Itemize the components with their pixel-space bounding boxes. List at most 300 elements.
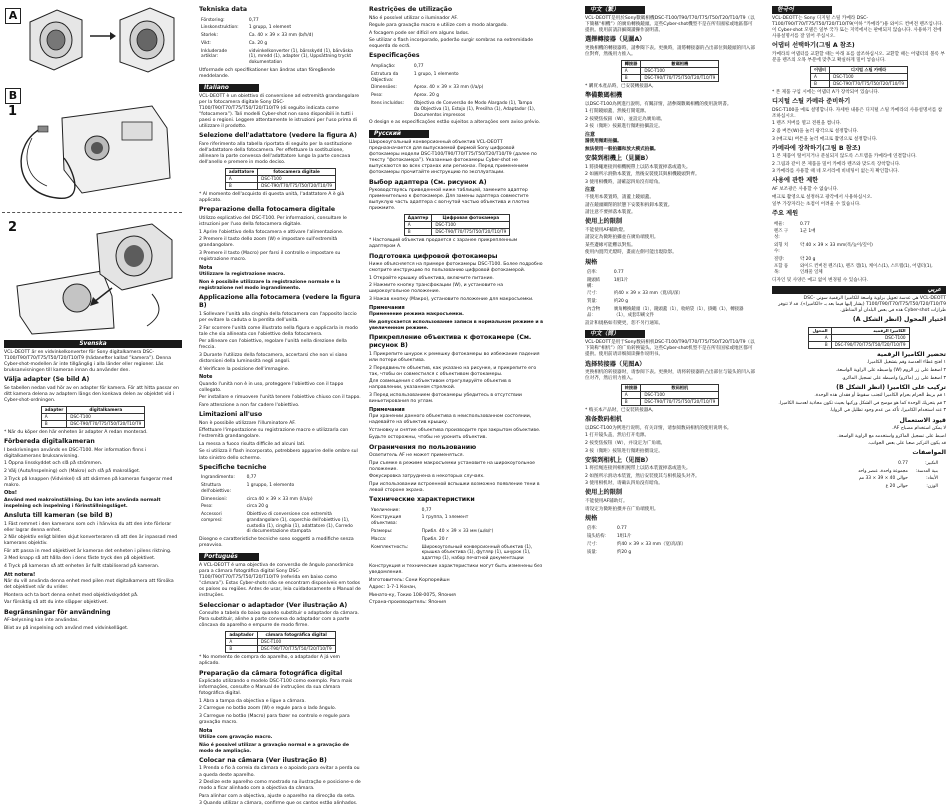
spec-value: Aprox. 20 g — [413, 93, 440, 99]
list-item: 使用內置閃光燈時，畫面左側可能出現陰影。 — [585, 250, 677, 256]
heading-limitations: Ограничения по пользованию — [369, 443, 477, 451]
spec-value: Широкоугольный конверсионный объектив (1), крышка объектива (1), футляр (1), шнурок (1), адаптер (1), набор печатной документации — [421, 544, 533, 562]
heading-specs: 주요 제원 — [772, 210, 799, 218]
figure-step-1: 1 — [8, 104, 18, 119]
figure-divider — [2, 212, 182, 213]
paragraph: 카메라의 어댑터를 교환할 때는 아래 표를 참조하십시오. 교환할 때는 어댑터의 볼록 부분을 렌즈의 오목 부분에 맞추고 확실하게 밀어 넣습니다. — [772, 51, 945, 63]
list-item: 2 Передвиньте объектив, как указано на рисунке, и прикрепите его так, чтобы он совместился с объективом фотокамеры. — [369, 365, 537, 377]
list-item: 2 그림과 같이 본 제품을 밀어 카메라 렌즈와 맞도록 장착합니다. — [772, 161, 901, 167]
subheading-nota: Nota — [199, 264, 213, 271]
manufacturer-line: Изготовитель: Сони Корпорейшн — [369, 577, 450, 583]
table-cell: B — [226, 646, 257, 653]
list-item: При хранении данного объектива в неиспользованном состоянии, надевайте на объектив крышку. — [369, 414, 532, 426]
paragraph: Explicado utilizando o modelo DSC-T100 como exemplo. Para mais informações, consulte o Manual de instruções da sua câmara fotográfica digital. — [199, 679, 353, 697]
spec-label: Struttura dell'obiettivo: — [201, 482, 231, 494]
list-item: 請在鏡頭關閉的狀態下安裝和拆卸本裝置。 — [585, 202, 673, 208]
list-item: 4 Tryck på kameran så att enheten är fullt stabiliserad på kameran. — [4, 564, 160, 570]
list-item: 不使用本裝置時，請蓋上鏡頭蓋。 — [585, 194, 654, 200]
table-cell: DSC-T100 — [641, 67, 719, 74]
heading-select-adapter: 选择转接器（见图A） — [585, 360, 646, 368]
heading-select-adapter: اختيار المحول (انظر الشكل A) — [852, 316, 946, 324]
heading-attach: Colocar na câmara (Ver ilustração B) — [199, 756, 327, 764]
spec-label: 외형 치수: — [774, 243, 789, 254]
spec-value: circa 20 g — [246, 504, 269, 510]
figure-label-a: A — [5, 8, 21, 24]
list-item: Se si utilizza il flash incorporato, potrebbero apparire delle ombre sul lato sinistro dello schermo. — [199, 449, 358, 461]
spec-table — [199, 16, 362, 69]
spec-label: Förstoring: — [201, 17, 225, 23]
list-item: 3 按（微距）按钮进行微距拍摄设定。 — [585, 448, 663, 454]
note: * När du köper den här enheten är adapter A redan monterad. — [4, 430, 148, 436]
spec-value: حوالي 20 غ — [885, 484, 908, 490]
paragraph: O design e as especificações estão sujeitos a alterações sem aviso prévio. — [369, 120, 541, 126]
list-item: 1 렌즈 커버를 열고 전원을 켭니다. — [772, 121, 842, 127]
spec-label: Accessori compresi: — [201, 512, 223, 523]
paragraph: 디자인 및 사양은 예고 없이 변경될 수 있습니다. — [772, 278, 868, 284]
spec-value: 0,77 — [413, 63, 424, 69]
list-item: Fare attenzione a non far cadere l'obiettivo. — [199, 402, 300, 408]
spec-label: Ampliação: — [371, 63, 396, 69]
table-cell: DSC-T90/T70/T75/T50/T20/T10/T9 — [831, 341, 909, 348]
list-item: 3 使用相机时，请确认四角没有暗角。 — [585, 481, 663, 487]
list-item: 일부 가장자리는 초점이 어려울 수 있습니다. — [772, 202, 861, 208]
list-item: 2 如圖所示滑動本裝置，然後安裝使其與相機鏡頭對齊。 — [585, 172, 700, 178]
spec-value: 廣角轉換鏡頭（1），鏡頭蓋（1），收納袋（1），掛繩（1），轉接器（1），成套印刷文件 — [613, 307, 744, 318]
paragraph: I beskrivningen används en DSC-T100. Mer information finns i digitalkamerans bruksanvisning. — [4, 447, 147, 459]
spec-value: vidvinkelkonverter (1), bärsskydd (1), bärväska (1), mredd (1), adapter (1), Uppsättning tryckt dokumentation — [248, 48, 353, 66]
paragraph: Se tabellen nedan vad hör av en adapter för kamera. För att hitta passar en ditt kamera delena av adaptern längs den konkava delen av objektet vid i Cyber-shot-ordningen. — [4, 385, 179, 404]
spec-label: 倍率： — [587, 526, 601, 532]
spec-label: 倍率： — [587, 270, 601, 276]
note: Använd med makroinställning. Du kan inte använda normalt inspelning och inspelning i förinställningsläget. — [4, 497, 161, 509]
spec-value: 0.77 — [898, 460, 908, 466]
spec-label: Конструкция объектива: — [371, 515, 402, 527]
list-item: 1 将挂绳连接到相机腕带上以防本装置掉落或遗失。 — [585, 466, 691, 472]
list-item: Utilizzare la registrazione macro. — [199, 272, 286, 278]
spec-value: 0,77 — [246, 475, 257, 481]
subheading-note: Att notera! — [4, 571, 36, 578]
paragraph: Конструкция и технические характеристики могут быть изменены без уведомления. — [369, 563, 543, 576]
manufacturer-line: Минато-ку, Токио 108-0075, Япония — [369, 592, 456, 598]
list-item: اضبط على تسجيل الماكرو واستخدمه مع الزاوية الواسعة. — [837, 433, 946, 439]
table-header: Адаптер — [404, 215, 432, 222]
list-item: AF 보조광은 사용할 수 없습니다. — [772, 186, 839, 192]
table-cell: A — [809, 334, 831, 341]
spec-value: Objectiva de Conversão de Modo Alargado (1), Tampa da Objectiva (1), Estojo (1), Presilha (1), Adaptador (1), Documentos impressos — [413, 100, 536, 118]
paragraph: Utilizzo esplicativo del DSC-T100. Per informazioni, consultare le istruzioni per l'uso della fotocamera digitale. — [199, 215, 347, 227]
heading-limitations: 使用上的限制 — [585, 489, 623, 497]
table-cell: DSC-T100 — [831, 334, 909, 341]
spec-value: 1 группа, 1 элемент — [421, 515, 469, 521]
table-cell: A — [810, 74, 829, 81]
spec-value: 와이드 컨버전 렌즈(1), 렌즈 캡(1), 케이스(1), 스트랩(1), 어댑터(1), 인쇄물 일체 — [799, 264, 933, 276]
list-item: Para alinhar com a objectiva, ajuste o aparelho na direcção da seta. — [199, 793, 356, 799]
list-item: Применение режима макросъемки. — [369, 312, 464, 318]
heading-attach: تركيب على الكاميرا (انظر الشكل B) — [836, 383, 946, 391]
section-header-portugues: Português — [199, 553, 259, 561]
heading-specs: 規格 — [585, 258, 598, 266]
spec-value: Прибл. 20 г — [421, 536, 449, 542]
heading-prepare-camera: Preparazione della fotocamera digitale — [199, 206, 336, 214]
intro-text: VCL-DEOTT è un obiettivo di conversione ad estremità grandangolare per la fotocamera digitale Sony DSC-T100/T90/T70/T75/T50/T20/T10/T9 (di seguito indicata come “fotocamera”). Tali modelli Cyber-shot non sono disponibili in tutti i paesi o regioni. Leggere attentamente le istruzioni per l'uso prima di utilizzare il prodotto. — [199, 93, 360, 130]
list-item: 2 Välj (Auto/Inspelning) och (Makro) och slå på makroläget. — [4, 469, 141, 475]
heading-specs: 规格 — [585, 514, 598, 522]
table-cell: DSC-T100 — [432, 222, 510, 229]
spec-table — [585, 268, 755, 321]
spec-label: 배율: — [774, 221, 784, 227]
heading-select-adapter: 選擇轉接器（見圖A） — [585, 36, 646, 44]
spec-label: Itens incluídos: — [371, 100, 405, 106]
attach-lens-illustration — [2, 216, 182, 336]
heading-limitations: 使用上的限制 — [585, 218, 623, 226]
heading-prepare-camera: 准备数码相机 — [585, 416, 623, 424]
spec-label: 內含物品： — [587, 307, 601, 318]
table-header: 數碼相機 — [641, 60, 719, 67]
arabic-section — [772, 296, 946, 492]
heading-prepare-camera: Preparação da câmara fotográfica digital — [199, 669, 343, 677]
table-cell: DSC-T90/T70/T75/T50/T20/T10/T9 — [67, 421, 145, 428]
spec-value: 1 grupo, 1 elemento — [413, 71, 459, 77]
list-item: 某些邊緣可能難以對焦。 — [585, 242, 636, 248]
note: * 본 제품 구입 시에는 어댑터 A가 장착되어 있습니다. — [772, 90, 880, 96]
heading-select-adapter: Выбор адаптера (См. рисунок A) — [369, 178, 487, 186]
list-item: Non è possibile utilizzare la registrazione normale e la registrazione nel modo ingrandimento. — [199, 279, 341, 291]
spec-label: Масса: — [371, 536, 387, 542]
illustration-panel — [2, 2, 182, 337]
note: * Al momento dell'acquisto di questa unità, l'adattatore A è già applicato. — [199, 192, 345, 204]
spec-table — [369, 62, 545, 120]
intro-text: VCL-DEOTT是用於Sony數碼相機DSC-T100/T90/T70/T75/T50/T20/T10/T9（以下簡稱“相機”）的廣角轉換鏡頭。這些Cyber-shot機型不是在所有國家或地區都可提供。使用前請詳細閱讀操作說明書。 — [585, 16, 755, 34]
heading-specs: Tekniska data — [199, 6, 248, 13]
list-item: 3 (매크로) 버튼을 눌러 매크로 촬영으로 설정합니다. — [772, 136, 878, 142]
list-item: Per installare e rimuovere l'unità tenere l'obiettivo chiuso con il tappo. — [199, 395, 361, 401]
list-item: Se utilizar o flash incorporado, poderão surgir sombras na extremidade esquerda do ecrã. — [369, 38, 534, 50]
paragraph: Ниже объясняется на примере фотокамеры DSC-T100. Более подробно смотрите инструкцию по пользованию цифровой фотокамерой. — [369, 262, 543, 274]
table-header: 디지털 스틸 카메라 — [830, 67, 908, 74]
list-item: 2 När objektiv enligt bilden skjut konverteraren så att den är inpassad med kamerans objektiv. — [4, 535, 178, 547]
list-item: При съемке в режиме макросъемки установите на широкоугольное положение. — [369, 460, 536, 472]
intro-text: A VCL-DEOTT é uma objectiva de conversão de ângulo panorâmico para a câmara fotográfica digital Sony DSC-T100/T90/T70/T75/T50/T20/T10/T9 (referida em baixo como “câmara”). Estas Cyber-shots não se encontram disponíveis em todos os países ou regiões. Antes de usar, leia cuidadosamente o Manual de instruções. — [199, 562, 361, 599]
table-header: 转接器 — [621, 385, 641, 392]
table-cell: B — [621, 74, 641, 81]
spec-label: Peso: — [371, 93, 383, 99]
spec-value: 1군 1매 — [799, 229, 816, 235]
figure-step-2: 2 — [8, 220, 18, 235]
list-item: Var försiktig så att du inte släpper objektivet. — [4, 600, 109, 606]
table-cell: DSC-T100 — [830, 74, 908, 81]
heading-prepare-camera: تحضير الكاميرا الرقمية — [876, 350, 946, 358]
section-header-russian: Русский — [369, 130, 429, 138]
paragraph: Fare riferimento alla tabella riportata di seguito per la sostituzione dell'adattatore della fotocamera. Per effettuare la sostituzione, allineare la parte convessa dell'adattatore lungo la parte concava dell'anello e premere in modo deciso. — [199, 141, 352, 166]
list-item: 1 Fäst remmet i den kamerans som och i hänvisa du att den inte förlorar eller lagrar denna enhet. — [4, 521, 172, 533]
paragraph: Consulte a tabela do baixo quando substituir o adaptador da câmara. Para substituir, alinhe a parte convexa do adaptador com a parte côncava do aparelho e empurre de modo firme. — [199, 611, 360, 629]
table-header: adapter — [41, 407, 67, 414]
adapter-table — [808, 327, 909, 349]
heading-limitations: Limitazioni all'uso — [199, 411, 263, 419]
spec-label: التكبير: — [925, 460, 938, 466]
list-item: Montera och ta bort denna enhet med objektivskyddet på. — [4, 592, 139, 598]
list-item: لا يمكن استخدام مصباح AF. — [892, 426, 946, 431]
list-item: AF-belysning kan inte användas. — [4, 618, 79, 624]
table-header: fotocamera digitale — [258, 169, 336, 176]
table-cell: A — [225, 176, 257, 183]
list-item: 1 將掛繩連接到相機腕帶上以防本裝置掉落或遺失。 — [585, 164, 691, 170]
table-cell: DSC-T90/T70/T75/T50/T20/T10/T9 — [257, 646, 335, 653]
list-item: 3 Нажав кнопку (Макро), установите положение для макросъемки. — [369, 297, 534, 303]
spec-value: Obiettivo di conversione con estremità grandangolare (1), coperchio dell'obiettivo (1), custodia (1), cinghia (1), adattatore (1), Corredo di documentazione stampata — [246, 512, 353, 535]
paragraph: 更换相机的转接器时，请参阅下表。更换时，请将转接器的凸出部位与镜头的凹入部位对齐，然后用力推入。 — [585, 370, 755, 382]
note: * Настоящий объектив продается с заранее прикрепленным адаптером A. — [369, 238, 518, 250]
list-item: För att passa in med objektivet är kameran det enheten i pilens riktning. — [4, 548, 172, 554]
list-item: 1 Откройте крышку объектива, включите питание. — [369, 275, 494, 281]
spec-label: 質量： — [587, 299, 601, 305]
adapter-table — [225, 631, 335, 653]
spec-value: 0.77 — [616, 526, 627, 532]
list-item: 3 Durante l'utilizzo della fotocamera, accertarsi che non vi siano distorsioni della luminosità negli angoli. — [199, 352, 348, 364]
list-item: Установку и снятие объектива производите при закрытом объективе. — [369, 427, 541, 433]
list-item: 請使用微距拍攝。 — [585, 139, 622, 145]
column-portugues-russian — [369, 4, 545, 606]
section-header-italiano: Italiano — [199, 84, 259, 92]
list-item: ٣ عند استخدام الكاميرا، تأكد من عدم وجود تظليل في الزوايا. — [829, 408, 946, 414]
list-item: 1 Öppna linsskyddet och slå på strömmen. — [4, 461, 103, 467]
manufacturer-line: Страна-производитель: Япония — [369, 600, 446, 606]
spec-value: 0,77 — [421, 507, 432, 513]
list-item: ١ قم بربط الحزام بحزام الكاميرا لتجنب سقوط أو فقدان هذه الوحدة. — [814, 393, 946, 399]
table-cell: DSC-T90/T70/T75/T50/T20/T10/T9 — [830, 81, 908, 88]
adapter-table — [621, 60, 720, 82]
table-header: Цифровая фотокамера — [432, 215, 510, 222]
paragraph: Utformade och specifikationer kan ändras utan föregående meddelande. — [199, 68, 335, 80]
list-item: Não é possível utilizar a gravação normal e a gravação de modo de ampliação. — [199, 742, 349, 754]
list-item: 1 Sollevare l'unità alla cinghia della fotocamera con l'apposito laccio per evitare la caduta o la perdita dell'unità. — [199, 311, 357, 323]
spec-label: 尺寸： — [587, 541, 601, 547]
spec-value: Ca. 40 × 39 × 33 mm (b/h/d) — [248, 33, 314, 39]
table-cell: DSC-T100 — [258, 176, 336, 183]
list-item: Per allineare con l'obiettivo, regolare l'unità nella direzione della freccia. — [199, 339, 347, 351]
spec-value: مجموعة واحدة، عنصر واحد — [858, 468, 908, 474]
list-item: 3 Перед использованием фотокамеры убедитесь в отсутствии виньетирования по углам. — [369, 392, 522, 405]
heading-attach: 카메라에 장착하기(그림 B 참조) — [772, 144, 861, 152]
intro-text: Широкоугольный конверсионный объектив VCL-DEOTT предназначается для выпускаемой фирмой Sony цифровой фотокамеры модели DSC-T100/T90/T70/T75/T50/T20/T10/T9 (далее по тексту “фотокамера”). Указанные фотокамеры Cyber-shot не выпускаются во всех странах или регионах. Перед применением фотокамеры прочитайте инструкцию по эксплуатации. — [369, 139, 537, 176]
manufacturer-line: Адрес: 1-7-1 Конан, — [369, 585, 417, 591]
list-item: 1 Abra a tampa da objectiva e ligue a câmara. — [199, 698, 306, 704]
spec-label: Linskonstruktion: — [201, 25, 239, 31]
list-item: Quando l'unità non è in uso, proteggere l'obiettivo con il tappo collegato. — [199, 381, 344, 393]
section-header-arabic: عربي — [772, 286, 946, 294]
table-cell: DSC-T90/T70/T75/T50/T20/T10/T9 — [641, 399, 719, 406]
list-item: 3 Tryck på knappen (Vidvinkel) så att skärmen på kameran fungerar med makro. — [4, 476, 173, 488]
table-header: 轉接器 — [621, 60, 641, 67]
adapter-table — [225, 168, 336, 190]
spec-label: Dimensões: — [371, 85, 397, 91]
list-item: Utilize com gravação macro. — [199, 735, 273, 741]
list-item: Будьте осторожны, чтобы не уронить объектив. — [369, 435, 487, 441]
spec-label: Dimensioni: — [201, 496, 228, 502]
subheading-notes: Примечания — [369, 406, 405, 413]
adapter-table — [621, 384, 720, 406]
list-item: Для совмещения с объективом отрегулируйте объектив в направлении, указанном стрелкой. — [369, 379, 511, 391]
list-item: 3 카메라를 사용할 때 네 모서리에 비네팅이 없는지 확인합니다. — [772, 169, 900, 175]
figure-label-b: B — [5, 88, 21, 104]
spec-label: Увеличение: — [371, 507, 400, 513]
section-header-svenska: Svenska — [4, 340, 182, 348]
table-header: 어댑터 — [810, 67, 829, 74]
heading-prepare-camera: 準備數碼相機 — [585, 92, 623, 100]
spec-table — [369, 506, 545, 564]
table-cell: A — [41, 414, 67, 421]
adapter-illustration — [2, 2, 182, 82]
spec-value: Ca. 20 g — [248, 40, 268, 46]
spec-label: 尺寸： — [587, 291, 601, 297]
spec-label: الوزن: — [926, 484, 938, 490]
list-item: Осветитель AF не может применяться. — [369, 453, 464, 459]
note: * No momento de compra do aparelho, o adaptador A já vem aplicado. — [199, 655, 340, 667]
section-header-korean: 한국어 — [772, 6, 832, 14]
table-header: 数码相机 — [641, 385, 719, 392]
intro-text: VCL-DEOTT هي عدسة تحويل بزاوية واسعة للكاميرا الرقمية سوني DSC-T100/T90/T70/T75/T50/T20/T10/T9 (يشار إليها فيما بعد بـ «الكاميرا»). قد لا تتوفر طرازات Cyber-shot هذه في بعض البلدان أو المناطق. — [778, 296, 946, 314]
spec-label: 포함 품목: — [774, 264, 789, 276]
list-item: 不能使用AF輔助燈。 — [585, 227, 628, 233]
list-item: 2 Carregue no botão zoom (W) e regule para o lado ângulo. — [199, 706, 337, 712]
spec-label: Ingrandimento: — [201, 475, 235, 481]
spec-value: 1组1片 — [616, 533, 632, 539]
list-item: 請設定為微距拍攝並在廣角端使用。 — [585, 235, 659, 241]
spec-value: 1 gruppo, 1 elemento — [246, 482, 295, 488]
spec-value: 0,77 — [248, 17, 259, 23]
list-item: 無法使用一般拍攝和放大模式拍攝。 — [585, 147, 659, 153]
list-item: 1 Aprire l'obiettivo della fotocamera e attivare l'alimentazione. — [199, 229, 344, 235]
heading-attach: 安装到相机上（见图B） — [585, 456, 652, 464]
subheading-obs: Obs! — [4, 490, 18, 497]
list-item: Effettuare l'impostazione su registrazione macro e utilizzarla con l'estremità grandangolare. — [199, 428, 349, 440]
list-item: Não é possível utilizar o iluminador AF. — [369, 15, 458, 21]
spec-value: Aprox. 40 × 39 × 33 mm (l/a/p) — [413, 85, 484, 91]
list-item: 1 Prenda o fio à correia da câmara e o apoiado para evitar a perda ou a queda deste aparelho. — [199, 766, 360, 778]
list-item: Blixt av på inspelning och använd med vidvinkelläget. — [4, 625, 129, 631]
table-cell: DSC-T100 — [67, 414, 145, 421]
paragraph: 更換相機的轉接器時，請參閱下表。更換時，請將轉接器的凸出部位與鏡頭的凹入部位對齊，然後用力推入。 — [585, 45, 755, 57]
column-svenska — [4, 338, 182, 631]
spec-label: Storlek: — [201, 33, 218, 39]
spec-value: 约20 g — [616, 549, 632, 555]
list-item: 1 打開鏡頭蓋，然後打開電源。 — [585, 109, 650, 115]
list-item: 2 Deslize este aparelho como mostrado na ilustração e posicione-o de modo a ficar alinhado com a objectiva da câmara. — [199, 780, 361, 792]
adapter-table — [810, 66, 908, 88]
table-cell: DSC-T90/T70/T75/T50/T20/T10/T9 — [258, 183, 336, 190]
list-item: När du vill använda denna enhet med pilen mot digitalkamera att försöka det objektivet när du vrider. — [4, 579, 174, 591]
spec-value: 약 40 × 39 × 33 mm(폭/높이/깊이) — [799, 243, 873, 249]
list-item: 2 如图所示滑动本装置，然后安装使其与相机镜头对齐。 — [585, 473, 700, 479]
list-item: Non è possibile utilizzare l'illuminatore AF. — [199, 420, 296, 426]
adapter-table — [404, 214, 511, 236]
spec-label: Vikt: — [201, 40, 211, 46]
heading-select-adapter: 어댑터 선택하기(그림 A 참조) — [772, 42, 855, 50]
paragraph: 以DSC-T100为例进行说明。有关详情，请参阅数码相机的使用说明书。 — [585, 425, 732, 431]
list-item: ٢ قم بتحريك الوحدة كما هو موضح في الشكل وركبها بحيث تكون محاذية لعدسة الكاميرا. — [778, 400, 946, 406]
spec-label: 鏡頭結構： — [587, 277, 601, 289]
column-korean-arabic — [772, 4, 946, 534]
list-item: 3 使用相機時，請確認四角沒有暗角。 — [585, 179, 663, 185]
table-cell: A — [621, 67, 641, 74]
list-item: 3 按（微距）按鈕進行微距拍攝設定。 — [585, 124, 663, 130]
table-cell: A — [621, 392, 641, 399]
note: * 購買本產品時，已安裝轉接器A。 — [585, 83, 657, 89]
table-cell: B — [810, 81, 829, 88]
spec-value: Прибл. 40 × 39 × 33 мм (ш/в/г) — [421, 528, 494, 534]
heading-prepare-camera: 디지털 스틸 카메라 준비하기 — [772, 98, 851, 106]
paragraph: DSC-T100을 예로 설명합니다. 자세한 내용은 디지털 스틸 카메라의 사용설명서를 참조하십시오. — [772, 107, 943, 119]
heading-limitations: 사용에 관한 제한 — [772, 177, 819, 185]
intro-text: VCL-DEOTT는 Sony 디지털 스틸 카메라 DSC-T100/T90/T70/T75/T50/T20/T10/T9(이하 “카메라”)용 와이드 컨버전 렌즈입니다. 이 Cyber-shot 모델은 일부 국가 또는 지역에서는 판매되지 않습니다. 사용하기 전에 사용설명서를 잘 읽어 주십시오. — [772, 16, 944, 40]
spec-label: 镜头结构： — [587, 533, 609, 539]
paragraph: Disegno e caratteristiche tecniche sono soggetti a modifiche senza preavviso. — [199, 537, 354, 549]
heading-specs: Especificações — [369, 52, 420, 60]
spec-value: 0.77 — [613, 270, 624, 276]
heading-prepare-camera: Förbereda digitalkameran — [4, 438, 95, 446]
spec-value: 約40 × 39 × 33 mm（寬/高/深） — [613, 291, 683, 297]
list-item: 1 Прикрепите шнурок к ремешку фотокамеры во избежание падения или потери объектива. — [369, 351, 540, 363]
list-item: A focagem pode ser difícil em alguns lados. — [369, 30, 470, 36]
table-cell: DSC-T90/T70/T75/T50/T20/T10/T9 — [432, 229, 510, 236]
table-header: adattatore — [225, 169, 257, 176]
spec-label: Peso: — [201, 504, 213, 510]
list-item: ٢ اضغط على زر الزوم (W) واضبطه على الزاوية الواسعة. — [835, 368, 946, 374]
paragraph: 以DSC-T100為例進行說明。有關詳情，請參閱數碼相機的使用說明書。 — [585, 101, 732, 107]
section-header-chinese-traditional: 中文（繁） — [585, 6, 645, 14]
list-item: ١ افتح غطاء العدسة وقم بتشغيل الكاميرا. — [866, 360, 946, 366]
column-italiano-portugues — [199, 4, 362, 807]
table-header: adaptador — [226, 632, 257, 639]
list-item: ٣ اضغط على زر (ماكرو) واضبطه على تسجيل الماكرو. — [841, 375, 946, 381]
list-item: 3 Carregue no botão (Macro) para fazer no controlo e regule para gravação macro. — [199, 713, 350, 726]
spec-value: 1組1片 — [613, 277, 629, 283]
heading-specs: المواصفات — [912, 449, 946, 457]
list-item: 請注意不要掉落本裝置。 — [585, 210, 636, 216]
subheading-note: 注意 — [585, 131, 596, 138]
spec-label: 렌즈 구성: — [774, 229, 789, 241]
heading-attach: Прикрепление объектива к фотокамере (См. рисунок B) — [369, 333, 532, 350]
list-item: Не допускается использование записи в нормальном режиме и в увеличенном режиме. — [369, 319, 544, 331]
heading-select-adapter: Välja adapter (Se bild A) — [4, 376, 90, 384]
heading-specs: Specifiche tecniche — [199, 463, 267, 471]
spec-label: Estrutura da Objectiva: — [371, 71, 399, 83]
spec-value: 약 20 g — [799, 256, 816, 262]
list-item: 매크로 촬영으로 설정하고 광각에서 사용하십시오. — [772, 194, 873, 200]
list-item: 2 Far scorrere l'unità come illustrato nella figura e applicarla in modo tale che sia allineata con l'obiettivo della fotocamera. — [199, 325, 358, 337]
column-chinese — [585, 4, 755, 555]
spec-table — [772, 220, 946, 278]
heading-attach: 安裝到相機上（見圖B） — [585, 155, 652, 163]
list-item: 2 Нажмите кнопку трансфокации (W), и установите на широкоугольное положение. — [369, 283, 504, 295]
table-cell: A — [226, 639, 257, 646]
table-cell: B — [225, 183, 257, 190]
adapter-table — [41, 406, 146, 428]
subheading-nota: Nota — [199, 727, 213, 734]
spec-value: 0.77 — [799, 221, 810, 227]
spec-value: 约40 × 39 × 33 mm（宽/高/深） — [616, 541, 686, 547]
subheading-notes: Примечания — [369, 304, 405, 311]
list-item: 2 按变焦按钮（W），并设定为广角端。 — [585, 440, 666, 446]
list-item: Regule para gravação macro e utilize com o modo alargado. — [369, 23, 508, 29]
spec-table — [856, 459, 946, 492]
table-cell: B — [621, 399, 641, 406]
subheading-note: Note — [199, 374, 213, 381]
spec-table — [585, 524, 694, 557]
heading-attach: Ansluta till kameran (se bild B) — [4, 512, 113, 519]
table-cell: B — [809, 341, 831, 348]
table-header: digitalkamera — [67, 407, 145, 414]
